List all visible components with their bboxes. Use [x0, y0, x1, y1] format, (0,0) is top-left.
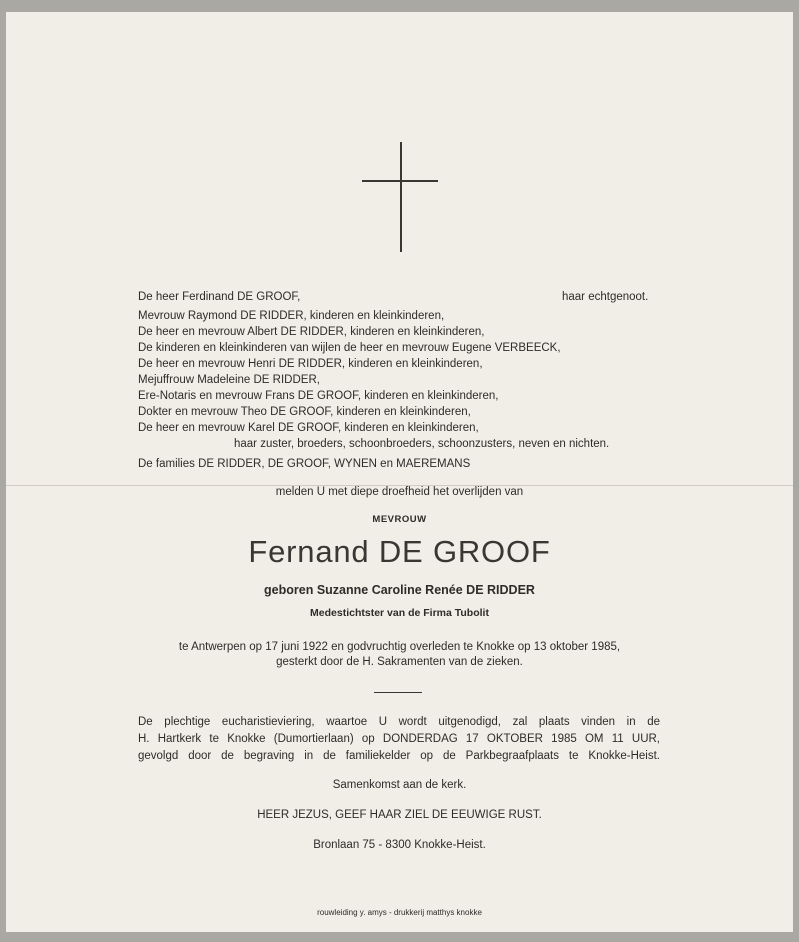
printer-credit: rouwleiding y. amys - drukkerij matthys knokke — [317, 908, 482, 917]
divider — [374, 692, 422, 693]
prayer-line: HEER JEZUS, GEEF HAAR ZIEL DE EEUWIGE RUST. — [257, 809, 542, 821]
ceremony-line: De plechtige eucharistieviering, waartoe U wordt uitgenodigd, zal plaats vinden in de — [138, 716, 660, 728]
relative-line: Mejuffrouw Madeleine DE RIDDER, — [138, 374, 320, 386]
deceased-function: Medestichtster van de Firma Tubolit — [310, 607, 489, 619]
relative-line: Mevrouw Raymond DE RIDDER, kinderen en kleinkinderen, — [138, 310, 445, 322]
deceased-title: MEVROUW — [372, 514, 427, 525]
families-line: De families DE RIDDER, DE GROOF, WYNEN en MAEREMANS — [138, 458, 471, 470]
relative-line: Ere-Notaris en mevrouw Frans DE GROOF, kinderen en kleinkinderen, — [138, 390, 499, 402]
deceased-name: Fernand DE GROOF — [248, 534, 551, 569]
sacraments-line: gesterkt door de H. Sakramenten van de zieken. — [276, 656, 523, 668]
death-notice-card — [6, 12, 793, 932]
relative-line: De heer en mevrouw Henri DE RIDDER, kinderen en kleinkinderen, — [138, 358, 483, 370]
relative-line: De kinderen en kleinkinderen van wijlen de heer en mevrouw Eugene VERBEECK, — [138, 342, 561, 354]
address-line: Bronlaan 75 - 8300 Knokke-Heist. — [313, 839, 486, 851]
relative-line: De heer en mevrouw Albert DE RIDDER, kinderen en kleinkinderen, — [138, 326, 485, 338]
announcement-intro: melden U met diepe droefheid het overlijden van — [275, 486, 524, 498]
husband-role: haar echtgenoot. — [562, 291, 649, 303]
maiden-name: geboren Suzanne Caroline Renée DE RIDDER — [264, 583, 535, 597]
ceremony-line: H. Hartkerk te Knokke (Dumortierlaan) op DONDERDAG 17 OKTOBER 1985 OM 11 UUR, — [138, 733, 660, 745]
relative-line: De heer en mevrouw Karel DE GROOF, kinderen en kleinkinderen, — [138, 422, 479, 434]
birth-death-line: te Antwerpen op 17 juni 1922 en godvruchtig overleden te Knokke op 13 oktober 1985, — [178, 641, 621, 653]
gathering-note: Samenkomst aan de kerk. — [332, 779, 467, 791]
relative-line: Dokter en mevrouw Theo DE GROOF, kinderen en kleinkinderen, — [138, 406, 471, 418]
ceremony-line: gevolgd door de begraving in de familiekelder op de Parkbegraafplaats te Knokke-Heist. — [138, 750, 660, 762]
husband-name: De heer Ferdinand DE GROOF, — [138, 291, 301, 303]
relatives-others: haar zuster, broeders, schoonbroeders, schoonzusters, neven en nichten. — [234, 438, 610, 450]
